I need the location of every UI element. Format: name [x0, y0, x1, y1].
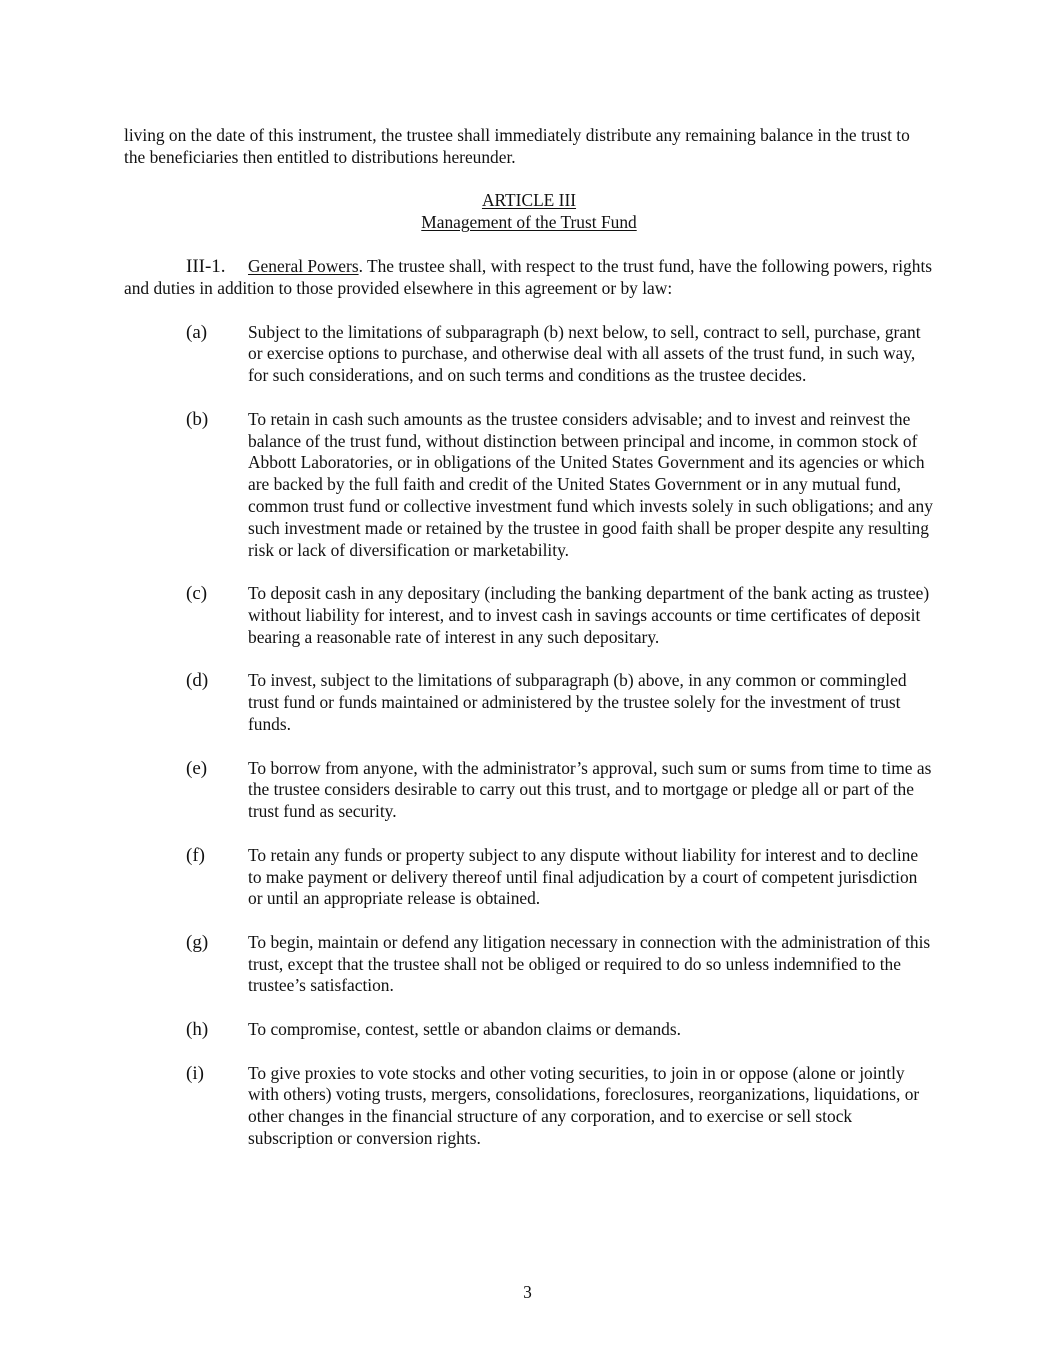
item-label: (d) — [186, 670, 209, 692]
list-item — [124, 1063, 934, 1150]
item-label: (a) — [186, 321, 208, 343]
continuation-paragraph: living on the date of this instrument, the trustee shall immediately distribute any remaining balance in the trust to the beneficiaries then entitled to distributions hereunder. — [124, 125, 910, 167]
item-text: To deposit cash in any depositary (including the banking department of the bank acting as trustee) without liability for interest, and to invest cash in savings accounts or time certificates of deposit bearing a reasonable rate of interest in any such depositary. — [248, 583, 930, 647]
list-item — [124, 932, 934, 997]
item-text: To borrow from anyone, with the administrator’s approval, such sum or sums from time to time as the trustee considers desirable to carry out this trust, and to mortgage or pledge all or part of the trust fund as security. — [248, 757, 932, 822]
item-label: (f) — [186, 844, 205, 866]
list-item — [124, 322, 934, 387]
item-text: To give proxies to vote stocks and other voting securities, to join in or oppose (alone or jointly with others) voting trusts, mergers, consolidations, foreclosures, reorganizations, liquidations, or other changes in the financial structure of any corporation, and to exercise or sell stock subscription or conversion rights. — [248, 1062, 920, 1149]
item-label: (c) — [186, 583, 208, 605]
page-number: 3 — [523, 1282, 532, 1302]
list-item — [124, 845, 934, 910]
section-title: General Powers — [248, 255, 359, 276]
item-text: To invest, subject to the limitations of subparagraph (b) above, in any common or commingled trust fund or funds maintained or administered by the trustee solely for the investment of trust funds. — [248, 670, 907, 734]
article-heading — [124, 190, 934, 234]
item-text: To compromise, contest, settle or abandon claims or demands. — [248, 1019, 681, 1040]
item-label: (g) — [186, 931, 209, 953]
list-item — [124, 670, 934, 735]
item-text: To retain any funds or property subject to any dispute without liability for interest and to decline to make payment or delivery thereof until final adjudication by a court of competent jurisdiction or until an appropriate release is obtained. — [248, 844, 919, 909]
list-item — [124, 1019, 934, 1041]
list-item — [124, 758, 934, 823]
article-title: Management of the Trust Fund — [421, 212, 637, 233]
item-label: (e) — [186, 757, 208, 779]
powers-list — [124, 322, 934, 1150]
list-item — [124, 583, 934, 648]
section-paragraph — [124, 256, 934, 300]
item-text: Subject to the limitations of subparagraph (b) next below, to sell, contract to sell, purchase, grant or exercise options to purchase, and otherwise deal with all assets of the trust fund, in such way, for such considerations, and on such terms and conditions as the trustee decides. — [248, 321, 921, 386]
item-label: (h) — [186, 1019, 209, 1041]
section-text: . The trustee shall, with respect to the trust fund, have the following powers, rights and duties in addition to those provided elsewhere in this agreement or by law: — [124, 255, 933, 298]
article-number: ARTICLE III — [481, 190, 577, 211]
list-item — [124, 409, 934, 562]
item-text: To begin, maintain or defend any litigation necessary in connection with the administration of this trust, except that the trustee shall not be obliged or required to do so unless indemnified to the trustee’s satisfaction. — [248, 931, 931, 996]
document-page — [124, 125, 934, 1172]
section-number: III-1. — [186, 255, 226, 277]
item-label: (i) — [186, 1062, 204, 1084]
item-text: To retain in cash such amounts as the trustee considers advisable; and to invest and reinvest the balance of the trust fund, without distinction between principal and income, in common stock of Abbott Laboratories, or in obligations of the United States Government and its agencies or which are backed by the full faith and credit of the United States Government or in any mutual fund, common trust fund or collective investment fund which invests solely in such obligations; and any such investment made or retained by the trustee in good faith shall be proper despite any resulting risk or lack of diversification or marketability. — [248, 408, 933, 560]
item-label: (b) — [186, 408, 209, 430]
